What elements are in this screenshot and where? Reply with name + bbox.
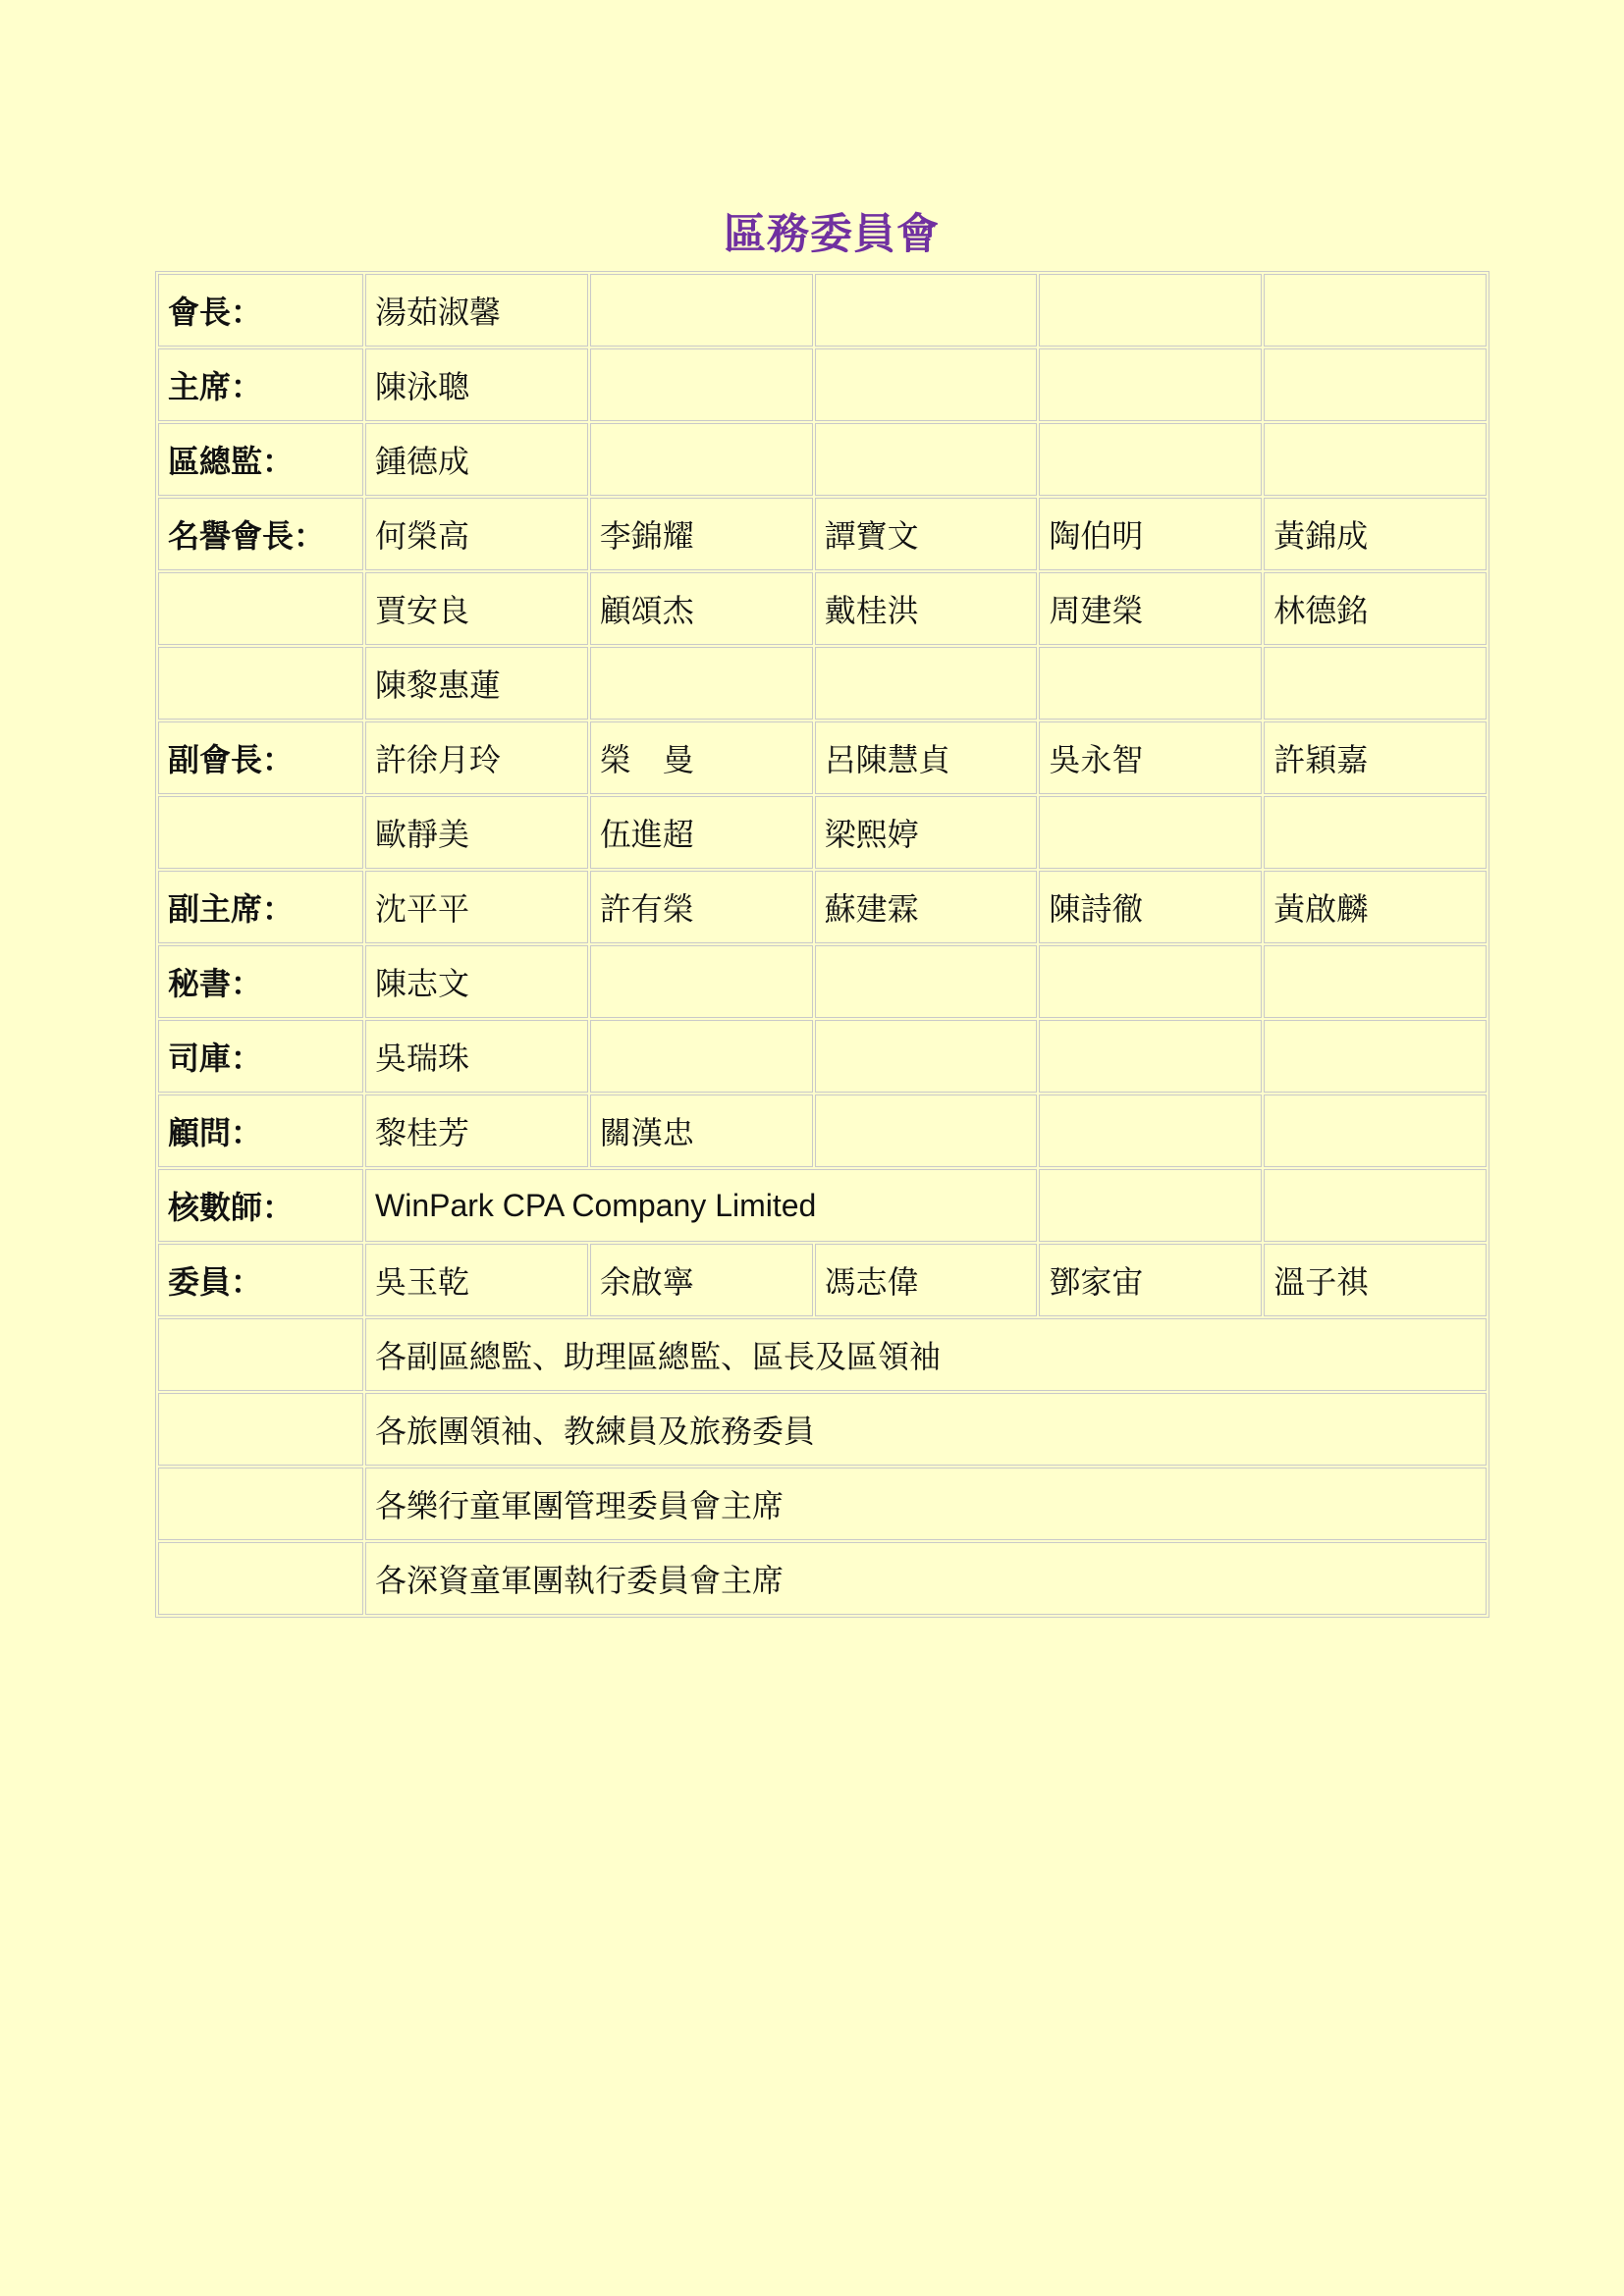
member-group: 各旅團領袖、教練員及旅務委員 (365, 1393, 1487, 1466)
member-name: 林德銘 (1264, 572, 1487, 645)
empty-cell (1039, 1020, 1262, 1093)
table-row (158, 1393, 1487, 1466)
table-row (158, 423, 1487, 496)
role-label: 顧問： (158, 1095, 363, 1167)
empty-cell (1264, 1020, 1487, 1093)
table-row (158, 348, 1487, 421)
member-name: 關漢忠 (590, 1095, 813, 1167)
member-name: 余啟寧 (590, 1244, 813, 1316)
role-label: 核數師： (158, 1169, 363, 1242)
empty-cell (1039, 1095, 1262, 1167)
member-name: 吳永智 (1039, 721, 1262, 794)
member-name: 呂陳慧貞 (815, 721, 1038, 794)
role-label-empty (158, 1318, 363, 1391)
member-name: 陶伯明 (1039, 498, 1262, 570)
member-name: 何榮高 (365, 498, 588, 570)
role-label: 副主席： (158, 871, 363, 943)
empty-cell (1264, 1095, 1487, 1167)
table-row (158, 721, 1487, 794)
table-row (158, 274, 1487, 347)
member-name: 李錦耀 (590, 498, 813, 570)
empty-cell (1039, 796, 1262, 869)
empty-cell (1039, 274, 1262, 347)
empty-cell (815, 1020, 1038, 1093)
empty-cell (1264, 945, 1487, 1018)
role-label-empty (158, 1468, 363, 1540)
table-row (158, 1095, 1487, 1167)
member-name: 賈安良 (365, 572, 588, 645)
member-name: 蘇建霖 (815, 871, 1038, 943)
empty-cell (815, 274, 1038, 347)
member-name: 陳泳聰 (365, 348, 588, 421)
member-name: 歐靜美 (365, 796, 588, 869)
role-label-empty (158, 572, 363, 645)
member-group: 各樂行童軍團管理委員會主席 (365, 1468, 1487, 1540)
member-name: 梁熙婷 (815, 796, 1038, 869)
table-row (158, 796, 1487, 869)
member-name: 吳玉乾 (365, 1244, 588, 1316)
empty-cell (590, 274, 813, 347)
empty-cell (1039, 647, 1262, 720)
table-row (158, 1244, 1487, 1316)
empty-cell (815, 945, 1038, 1018)
role-label: 委員： (158, 1244, 363, 1316)
member-name: 顧頌杰 (590, 572, 813, 645)
table-row (158, 572, 1487, 645)
role-label-empty (158, 1393, 363, 1466)
empty-cell (1039, 348, 1262, 421)
member-name: 陳黎惠蓮 (365, 647, 588, 720)
member-name: 戴桂洪 (815, 572, 1038, 645)
member-name: 榮 曼 (590, 721, 813, 794)
member-name: 溫子祺 (1264, 1244, 1487, 1316)
table-row (158, 945, 1487, 1018)
empty-cell (815, 423, 1038, 496)
table-row (158, 647, 1487, 720)
role-label-empty (158, 1542, 363, 1615)
member-name: 周建榮 (1039, 572, 1262, 645)
empty-cell (1264, 647, 1487, 720)
member-name: 伍進超 (590, 796, 813, 869)
role-label: 秘書： (158, 945, 363, 1018)
member-name: 陳詩徹 (1039, 871, 1262, 943)
empty-cell (815, 1095, 1038, 1167)
committee-table (155, 271, 1489, 1618)
empty-cell (590, 423, 813, 496)
table-row (158, 1542, 1487, 1615)
member-group: 各副區總監、助理區總監、區長及區領袖 (365, 1318, 1487, 1391)
role-label: 名譽會長： (158, 498, 363, 570)
auditor-name: WinPark CPA Company Limited (365, 1169, 1037, 1242)
empty-cell (1264, 348, 1487, 421)
empty-cell (590, 348, 813, 421)
member-name: 許徐月玲 (365, 721, 588, 794)
empty-cell (590, 1020, 813, 1093)
member-name: 吳瑞珠 (365, 1020, 588, 1093)
table-row (158, 1318, 1487, 1391)
empty-cell (1039, 423, 1262, 496)
table-row (158, 1020, 1487, 1093)
member-name: 湯茹淑馨 (365, 274, 588, 347)
table-row (158, 1169, 1487, 1242)
role-label: 區總監： (158, 423, 363, 496)
page-title: 區務委員會 (724, 211, 940, 258)
member-name: 鄧家宙 (1039, 1244, 1262, 1316)
member-name: 黃錦成 (1264, 498, 1487, 570)
table-row (158, 871, 1487, 943)
member-name: 許穎嘉 (1264, 721, 1487, 794)
table-row (158, 498, 1487, 570)
member-group: 各深資童軍團執行委員會主席 (365, 1542, 1487, 1615)
empty-cell (590, 945, 813, 1018)
member-name: 陳志文 (365, 945, 588, 1018)
empty-cell (1264, 1169, 1487, 1242)
empty-cell (590, 647, 813, 720)
member-name: 黃啟麟 (1264, 871, 1487, 943)
table-row (158, 1468, 1487, 1540)
empty-cell (1264, 796, 1487, 869)
role-label: 副會長： (158, 721, 363, 794)
role-label: 會長： (158, 274, 363, 347)
empty-cell (1039, 1169, 1262, 1242)
member-name: 馮志偉 (815, 1244, 1038, 1316)
role-label: 主席： (158, 348, 363, 421)
empty-cell (815, 647, 1038, 720)
member-name: 許有榮 (590, 871, 813, 943)
role-label-empty (158, 796, 363, 869)
role-label: 司庫： (158, 1020, 363, 1093)
member-name: 黎桂芳 (365, 1095, 588, 1167)
empty-cell (1264, 423, 1487, 496)
member-name: 沈平平 (365, 871, 588, 943)
empty-cell (1264, 274, 1487, 347)
empty-cell (815, 348, 1038, 421)
member-name: 譚寶文 (815, 498, 1038, 570)
empty-cell (1039, 945, 1262, 1018)
role-label-empty (158, 647, 363, 720)
member-name: 鍾德成 (365, 423, 588, 496)
